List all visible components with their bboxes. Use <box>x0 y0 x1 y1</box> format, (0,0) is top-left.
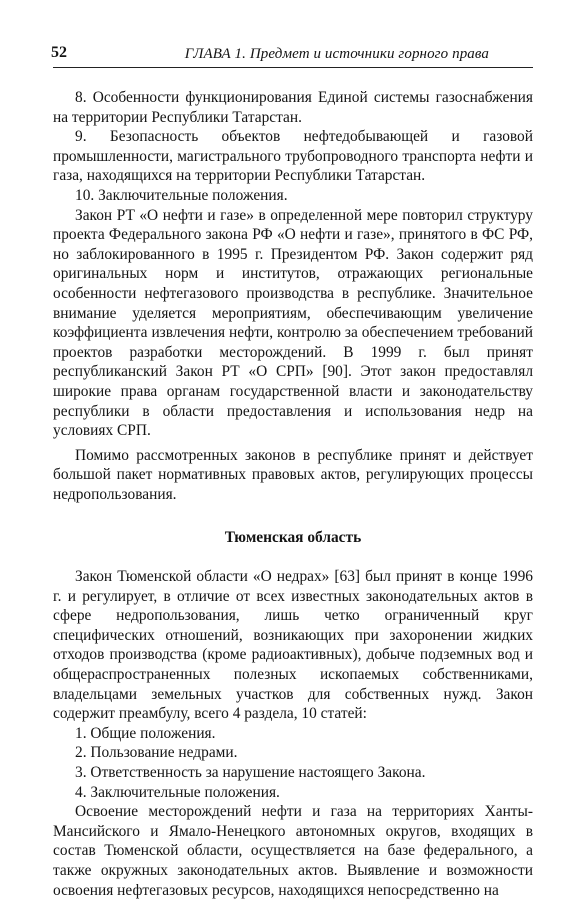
page-number: 52 <box>51 44 67 61</box>
book-page <box>53 43 533 900</box>
running-head: ГЛАВА 1. Предмет и источники горного права <box>184 46 489 62</box>
paragraph-item-8: 8. Особенности функционирования Единой системы газоснабжения на территории Республики Татарстан. <box>53 89 533 126</box>
paragraph-tyumen-law: Закон Тюменской области «О недрах» [63] был принят в конце 1996 г. и регулирует, в отличие от всех известных законодательных актов в сфере недропользования, лишь четко ограниченный круг специфических отношений, возникающих при захоронении жидких отходов производства (кроме радиоактивных), добыче подземных вод и общераспространенных полезных ископаемых собственниками, владельцами земельных участков для собственных нужд. Закон содержит преамбулу, всего 4 раздела, 10 статей: <box>53 568 533 723</box>
list-item-4: 4. Заключительные положения. <box>75 783 280 801</box>
paragraph-item-9: 9. Безопасность объектов нефтедобывающей и газовой промышленности, магистрального трубопроводного транспорта нефти и газа, находящихся на территории Республики Татарстан. <box>53 128 533 185</box>
page-header <box>53 43 533 68</box>
paragraph-law-rt-oil-gas: Закон РТ «О нефти и газе» в определенной мере повторил структуру проекта Федерального закона РФ «О нефти и газе», принятого в ФС РФ, но заблокированного в 1995 г. Президентом РФ. Закон содержит ряд оригинальных норм и институтов, отражающих региональные особенности нефтегазового производства в республике. Значительное внимание уделяется мероприятиям, обеспечивающим увеличение коэффициента извлечения нефти, контролю за обеспечением требований проектов разработки месторождений. В 1999 г. был принят республиканский Закон РТ «О СРП» [90]. Этот закон предоставлял широкие права органам государственной власти и законодательству республики в области предоставления и использования недр на условиях СРП. <box>53 206 533 440</box>
paragraph-development: Освоение месторождений нефти и газа на территориях Ханты-Мансийского и Ямало-Ненецкого автономных округов, входящих в состав Тюменской области, осуществляется на базе федерального, а также окружных законодательных актов. Выявление и возможности освоения нефтегазовых ресурсов, находящихся непосредственно на <box>53 803 533 899</box>
list-item-1: 1. Общие положения. <box>75 724 216 742</box>
list-item-2: 2. Пользование недрами. <box>75 744 238 762</box>
list-item-3: 3. Ответственность за нарушение настоящего Закона. <box>75 764 426 781</box>
paragraph-item-10: 10. Заключительные положения. <box>75 186 288 204</box>
section-heading: Тюменская область <box>224 529 362 547</box>
paragraph-other-acts: Помимо рассмотренных законов в республике принят и действует большой пакет нормативных правовых актов, регулирующих процессы недропользования. <box>53 446 533 503</box>
